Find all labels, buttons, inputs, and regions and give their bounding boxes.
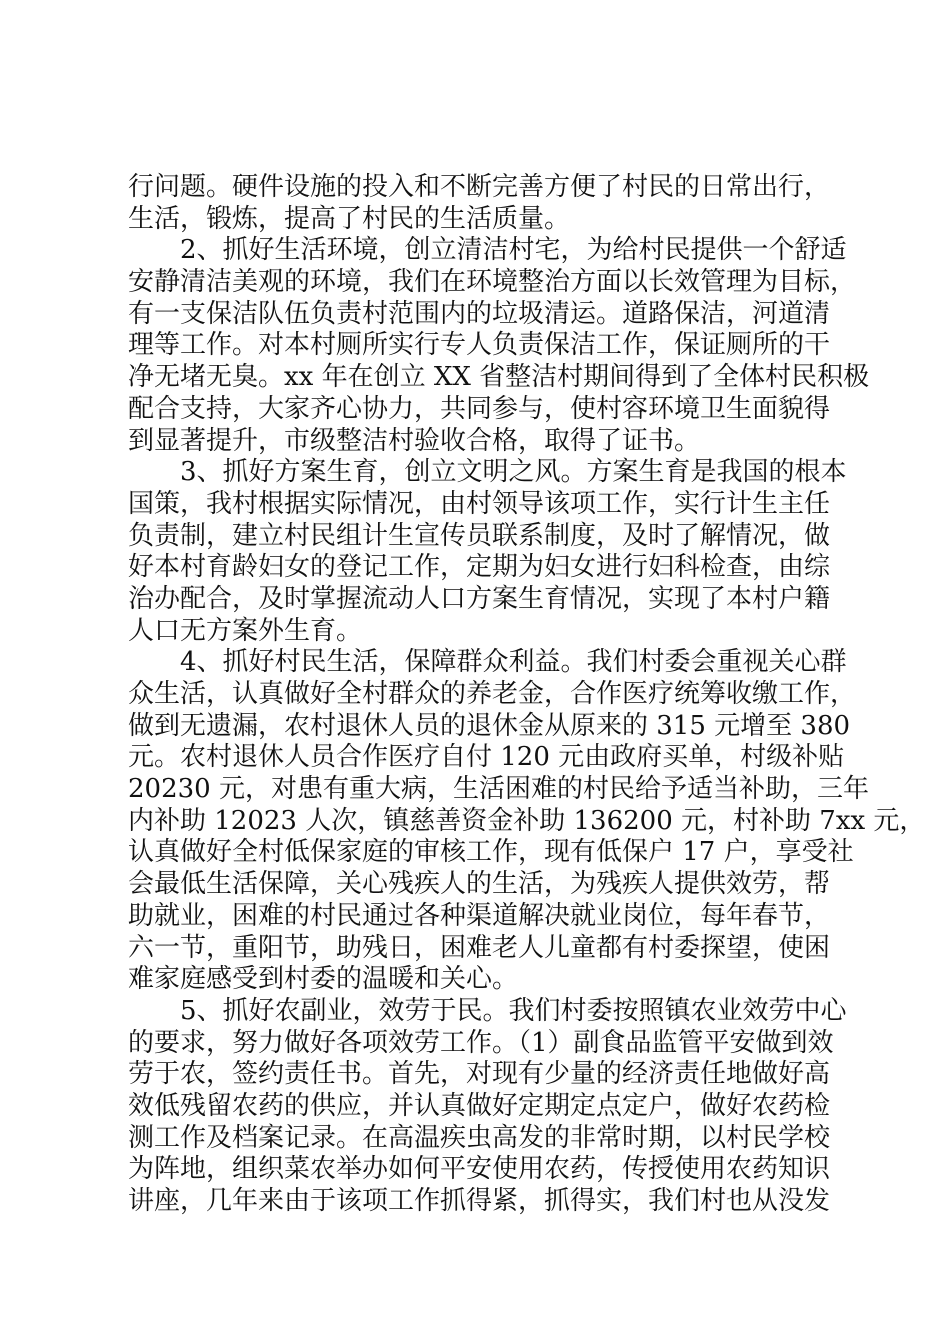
text-line: 理等工作。对本村厕所实行专人负责保洁工作，保证厕所的干: [128, 330, 831, 361]
paragraph-first-line: 4、抓好村民生活，保障群众利益。我们村委会重视关心群: [180, 647, 847, 678]
body-text: [128, 172, 926, 1218]
text-line: 助就业，困难的村民通过各种渠道解决就业岗位，每年春节，: [128, 900, 831, 931]
text-line: 有一支保洁队伍负责村范围内的垃圾清运。道路保洁，河道清: [128, 298, 831, 329]
text-line: 国策，我村根据实际情况，由村领导该项工作，实行计生主任: [128, 488, 831, 519]
text-line: 净无堵无臭。xx 年在创立 XX 省整洁村期间得到了全体村民积极: [128, 362, 870, 393]
text-line: 认真做好全村低保家庭的审核工作，现有低保户 17 户，享受社: [128, 837, 854, 868]
text-line: 做到无遗漏，农村退休人员的退休金从原来的 315 元增至 380: [128, 710, 851, 741]
text-line: 会最低生活保障，关心残疾人的生活，为残疾人提供效劳，帮: [128, 869, 831, 900]
text-line: 治办配合，及时掌握流动人口方案生育情况，实现了本村户籍: [128, 583, 831, 614]
text-line: 众生活，认真做好全村群众的养老金，合作医疗统筹收缴工作，: [128, 679, 857, 709]
text-line: 劳于农，签约责任书。首先，对现有少量的经济责任地做好高: [128, 1059, 831, 1090]
text-line: 到显著提升，市级整洁村验收合格，取得了证书。: [128, 425, 701, 456]
text-line: 内补助 12023 人次，镇慈善资金补助 136200 元，村补助 7xx 元，: [128, 805, 926, 836]
text-line: 行问题。硬件设施的投入和不断完善方便了村民的日常出行，: [128, 172, 831, 202]
text-line: 安静清洁美观的环境，我们在环境整治方面以长效管理为目标，: [128, 267, 857, 298]
text-line: 20230 元，对患有重大病，生活困难的村民给予适当补助，三年: [128, 774, 869, 805]
text-line: 难家庭感受到村委的温暖和关心。: [128, 964, 519, 995]
text-line: 配合支持，大家齐心协力，共同参与，使村容环境卫生面貌得: [128, 393, 831, 424]
text-line: 好本村育龄妇女的登记工作，定期为妇女进行妇科检查，由综: [128, 552, 831, 583]
text-line: 六一节，重阳节，助残日，困难老人儿童都有村委探望，使困: [128, 932, 831, 963]
text-line: 测工作及档案记录。在高温疾虫高发的非常时期，以村民学校: [128, 1122, 831, 1153]
text-line: 效低残留农药的供应，并认真做好定期定点定户，做好农药检: [128, 1090, 831, 1121]
text-line: 为阵地，组织菜农举办如何平安使用农药，传授使用农药知识: [128, 1154, 831, 1185]
paragraph-first-line: 5、抓好农副业，效劳于民。我们村委按照镇农业效劳中心: [180, 995, 847, 1026]
text-line: 讲座，几年来由于该项工作抓得紧，抓得实，我们村也从没发: [128, 1186, 831, 1216]
text-line: 负责制，建立村民组计生宣传员联系制度，及时了解情况，做: [128, 520, 831, 551]
text-line: 人口无方案外生育。: [128, 615, 363, 646]
text-line: 生活，锻炼，提高了村民的生活质量。: [128, 203, 571, 234]
text-line: 元。农村退休人员合作医疗自付 120 元由政府买单，村级补贴: [128, 742, 845, 773]
paragraph-first-line: 2、抓好生活环境，创立清洁村宅，为给村民提供一个舒适: [180, 235, 847, 266]
text-line: 的要求，努力做好各项效劳工作。（1）副食品监管平安做到效: [128, 1027, 834, 1058]
paragraph-first-line: 3、抓好方案生育，创立文明之风。方案生育是我国的根本: [180, 457, 847, 488]
